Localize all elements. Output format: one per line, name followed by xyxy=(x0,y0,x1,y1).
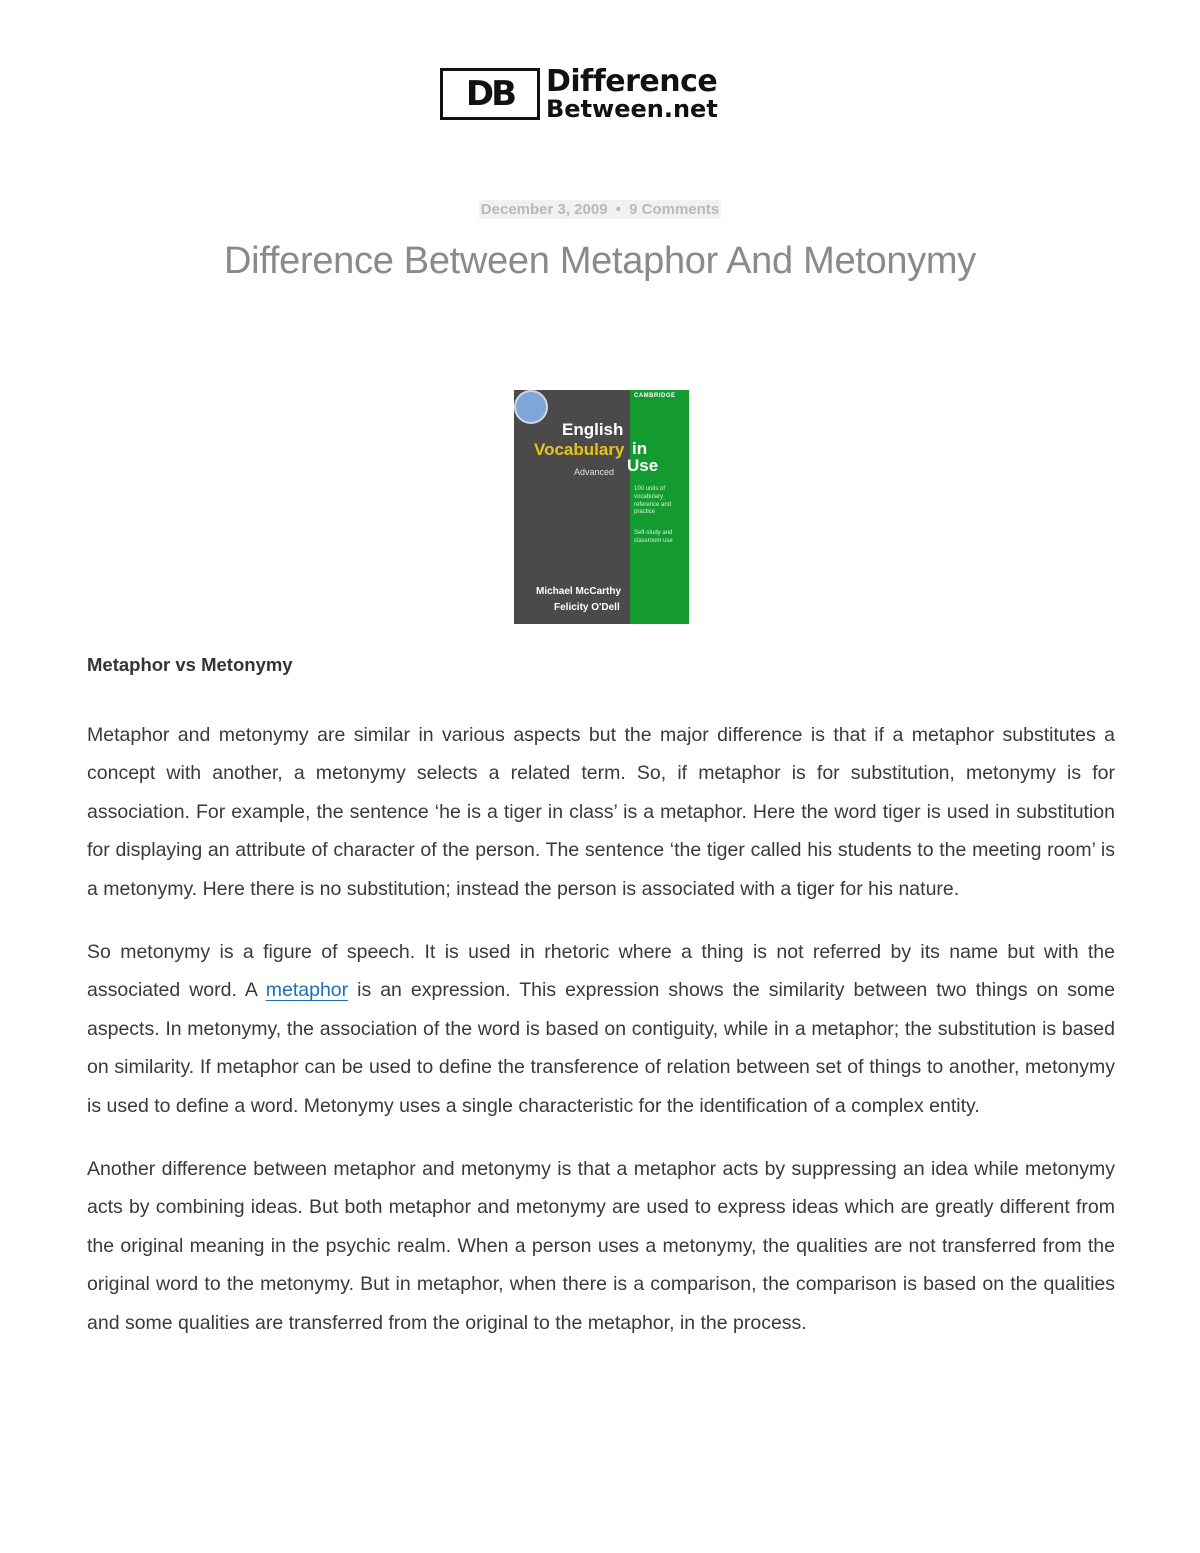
cover-description-2: Self-study and classroom use xyxy=(634,530,673,544)
cover-author-2: Felicity O'Dell xyxy=(554,602,620,613)
cover-description: 100 units of vocabulary reference and practice xyxy=(634,486,672,516)
logo-wordmark xyxy=(546,64,718,123)
cd-icon xyxy=(514,390,548,424)
cover-author-1: Michael McCarthy xyxy=(536,586,622,597)
cover-publisher: CAMBRIDGE xyxy=(634,393,676,399)
cover-level: Advanced xyxy=(574,467,615,477)
meta-separator: • xyxy=(611,201,626,218)
paragraph-3: Another difference between metaphor and metonymy is that a metaphor acts by suppressing an idea while metonymy acts by combining ideas. But both metaphor and metonymy are used to express ideas which are greatly different from the original meaning in the psychic realm. When a person uses a metonymy, the qualities are not transferred from the original word to the metonymy. But in metaphor, when there is a comparison, the comparison is based on the qualities and some qualities are transferred from the original to the metaphor, in the process. xyxy=(87,1158,1115,1334)
metaphor-link[interactable]: metaphor xyxy=(265,979,349,1002)
post-meta xyxy=(0,201,1200,218)
paragraph-2-end: is an expression. This expression shows the similarity between two things on some aspects. In metonymy, the association of the word is based on contiguity, while in a metaphor; the substitution is based on similarity. If metaphor can be used to define the transference of relation between set of things to another, metonymy is used to define a word. Metonymy uses a single characteristic for the identification of a complex entity. xyxy=(87,979,1115,1117)
cover-title-use: Use xyxy=(627,456,659,475)
book-cover-image xyxy=(514,390,689,624)
cover-left-panel xyxy=(514,390,630,624)
logo-line2: Between.net xyxy=(546,95,718,123)
logo-mark: DB xyxy=(440,68,540,120)
paragraph-1: Metaphor and metonymy are similar in various aspects but the major difference is that if a metaphor substitutes a concept with another, a metonymy selects a related term. So, if metaphor is for substitution, metonymy is for association. For example, the sentence ‘he is a tiger in class’ is a metaphor. Here the word tiger is used in substitution for displaying an attribute of character of the person. The sentence ‘the tiger called his students to the meeting room’ is a metonymy. Here there is no substitution; instead the person is associated with a tiger for his nature. xyxy=(87,724,1115,900)
article-body xyxy=(87,652,1115,1342)
cover-title-in: in xyxy=(632,439,648,458)
site-logo[interactable] xyxy=(440,66,718,122)
post-date[interactable]: December 3, 2009 xyxy=(480,201,608,218)
paragraph-2 xyxy=(87,933,1115,1125)
comments-link[interactable]: 9 Comments xyxy=(629,201,720,218)
article-subheading: Metaphor vs Metonymy xyxy=(87,654,293,675)
cover-title-vocabulary: Vocabulary xyxy=(534,440,625,459)
cover-right-panel xyxy=(627,390,689,624)
cover-title-english: English xyxy=(562,420,624,439)
logo-line1: Difference xyxy=(546,64,718,99)
paragraph-2-start: So metonymy is a figure of speech. It is used in rhetoric where a thing is not referred by its name but with the associated word. A xyxy=(87,941,1115,1002)
page-title: Difference Between Metaphor And Metonymy xyxy=(224,240,976,282)
